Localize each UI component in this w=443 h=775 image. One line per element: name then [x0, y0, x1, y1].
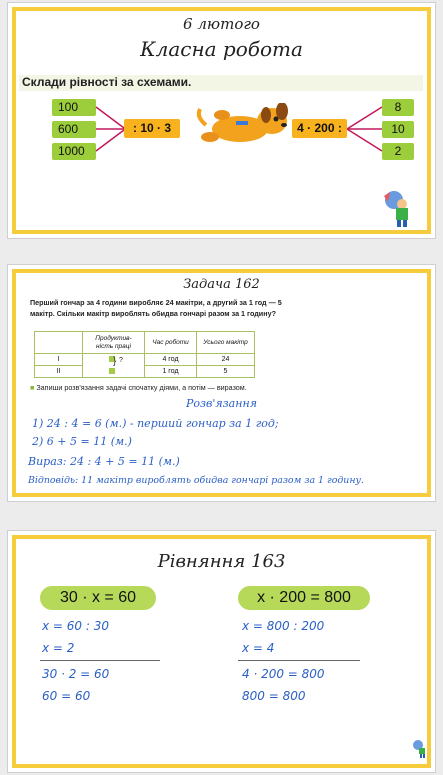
left-step-2: x = 2 — [42, 641, 75, 655]
table-header-empty — [35, 332, 83, 354]
table-row-label: І — [35, 354, 83, 366]
solution-line-2: 2) 6 + 5 = 11 (м.) — [32, 435, 132, 448]
right-number-3: 2 — [382, 143, 414, 160]
solution-title: Розв'язання — [185, 397, 258, 410]
right-check-2: 800 = 800 — [242, 689, 306, 703]
right-divider — [238, 660, 360, 661]
right-step-1: x = 800 : 200 — [242, 619, 325, 633]
left-step-1: x = 60 : 30 — [42, 619, 109, 633]
right-step-2: x = 4 — [242, 641, 275, 655]
solution-answer: Відповідь: 11 макітр вироблять обидва гончарі разом за 1 годину. — [28, 475, 364, 486]
right-check-1: 4 · 200 = 800 — [242, 667, 325, 681]
table-cell-total: 24 — [197, 354, 255, 366]
left-equation: 30 · x = 60 — [40, 586, 156, 610]
table-header-row — [35, 332, 255, 354]
slide-1 — [7, 2, 436, 239]
right-number-2: 10 — [382, 121, 414, 138]
dog-illustration — [196, 103, 292, 147]
task-instruction-text: Запиши розв'язання задачі спочатку діями, а потім — виразом. — [36, 383, 247, 392]
solution-expression: Вираз: 24 : 4 + 5 = 11 (м.) — [28, 455, 180, 468]
table-cell-time: 4 год — [145, 354, 197, 366]
table-header-productivity: Продуктив-ність праці — [83, 332, 145, 354]
table-header-time: Час роботи — [145, 332, 197, 354]
data-table — [34, 331, 255, 378]
problem-text: Перший гончар за 4 години виробляє 24 макітри, а другий за 1 год — 5 макітр. Скільки макітр вироблять обидва гончарі разом за 1 годину? — [30, 298, 282, 318]
left-check-1: 30 · 2 = 60 — [42, 667, 110, 681]
instruction-text: Склади рівності за схемами. — [22, 75, 192, 89]
table-cell-total: 5 — [197, 366, 255, 378]
table-row — [35, 354, 255, 366]
slide-2 — [7, 264, 436, 502]
table-row — [35, 366, 255, 378]
task-instruction — [30, 383, 247, 392]
left-divider — [40, 660, 160, 661]
solution-line-1: 1) 24 : 4 = 6 (м.) - перший гончар за 1 год; — [32, 417, 279, 430]
mascot-icon — [380, 188, 416, 228]
mascot-small-icon — [412, 739, 428, 759]
lesson-title: Класна робота — [140, 37, 303, 61]
brace-icon: } — [113, 356, 117, 367]
slide-3 — [7, 530, 436, 773]
question-mark: ? — [119, 357, 123, 364]
left-number-1: 100 — [52, 99, 96, 116]
left-number-3: 1000 — [52, 143, 96, 160]
equation-title: Рівняння 163 — [157, 551, 286, 572]
left-number-2: 600 — [52, 121, 96, 138]
task-title: Задача 162 — [183, 277, 260, 292]
table-header-total: Усього макітр — [197, 332, 255, 354]
bullet-icon: ■ — [30, 383, 35, 392]
right-number-1: 8 — [382, 99, 414, 116]
lesson-date: 6 лютого — [183, 15, 260, 33]
table-cell-time: 1 год — [145, 366, 197, 378]
left-operation: : 10 · 3 — [124, 119, 180, 138]
table-row-label: ІІ — [35, 366, 83, 378]
right-operation: 4 · 200 : — [292, 119, 347, 138]
right-equation: x · 200 = 800 — [238, 586, 370, 610]
left-check-2: 60 = 60 — [42, 689, 91, 703]
